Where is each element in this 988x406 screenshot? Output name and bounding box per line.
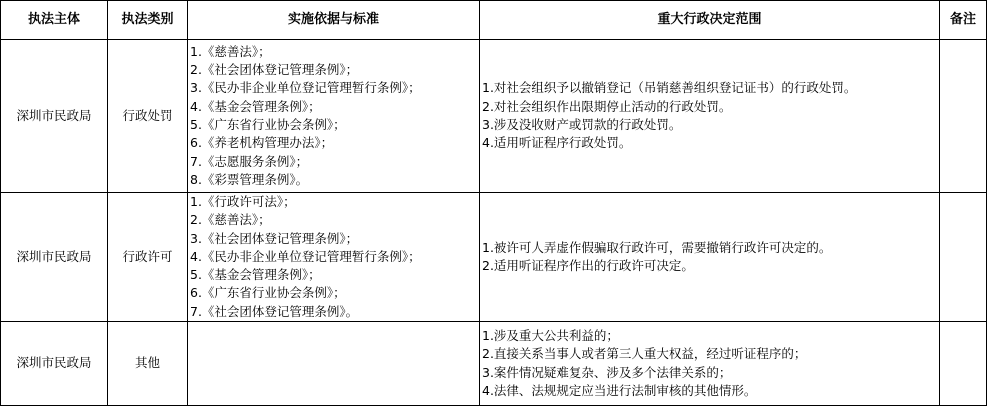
cell-subject: 深圳市民政局	[1, 193, 108, 322]
basis-item: 2.《社会团体登记管理条例》；	[190, 62, 359, 78]
scope-item: 1.对社会组织予以撤销登记（吊销慈善组织登记证书）的行政处罚。	[482, 80, 857, 96]
basis-item: 3.《民办非企业单位登记管理暂行条例》；	[190, 80, 421, 96]
basis-item: 8.《彩票管理条例》。	[190, 171, 309, 187]
cell-category: 行政许可	[108, 193, 188, 322]
cell-remark	[940, 193, 987, 322]
cell-remark	[940, 40, 987, 193]
cell-subject: 深圳市民政局	[1, 322, 108, 406]
header-scope: 重大行政决定范围	[480, 1, 940, 40]
table-row	[1, 322, 987, 406]
scope-item: 1.被许可人弄虚作假骗取行政许可，需要撤销行政许可决定的。	[482, 239, 832, 255]
basis-item: 6.《养老机构管理办法》；	[190, 135, 334, 151]
cell-basis	[188, 322, 480, 406]
cell-scope	[480, 40, 940, 193]
header-category: 执法类别	[108, 1, 188, 40]
basis-item: 2.《慈善法》；	[190, 212, 271, 228]
scope-item: 2.对社会组织作出限期停止活动的行政处罚。	[482, 98, 732, 114]
basis-item: 6.《广东省行业协会条例》；	[190, 285, 346, 301]
basis-item: 5.《基金会管理条例》；	[190, 267, 321, 283]
basis-item: 1.《行政许可法》；	[190, 194, 296, 209]
table-row	[1, 40, 987, 193]
header-basis: 实施依据与标准	[188, 1, 480, 40]
cell-basis	[188, 193, 480, 322]
basis-item: 1.《慈善法》；	[190, 43, 271, 59]
cell-subject: 深圳市民政局	[1, 40, 108, 193]
cell-basis	[188, 40, 480, 193]
scope-item: 2.直接关系当事人或者第三人重大权益，经过听证程序的；	[482, 346, 807, 362]
cell-remark	[940, 322, 987, 406]
basis-item: 5.《广东省行业协会条例》；	[190, 117, 346, 132]
scope-item: 2.适用听证程序作出的行政许可决定。	[482, 258, 694, 274]
cell-category: 行政处罚	[108, 40, 188, 193]
cell-category: 其他	[108, 322, 188, 406]
header-subject: 执法主体	[1, 1, 108, 40]
scope-item: 4.适用听证程序行政处罚。	[482, 135, 632, 151]
cell-scope	[480, 193, 940, 322]
cell-scope	[480, 322, 940, 406]
table-row	[1, 193, 987, 322]
scope-item: 1.涉及重大公共利益的；	[482, 327, 619, 343]
basis-item: 4.《民办非企业单位登记管理暂行条例》；	[190, 248, 421, 264]
basis-item: 7.《社会团体登记管理条例》。	[190, 303, 359, 319]
table-header-row	[1, 1, 987, 40]
header-remark: 备注	[940, 1, 987, 40]
scope-item: 3.案件情况疑难复杂、涉及多个法律关系的；	[482, 364, 732, 380]
basis-item: 7.《志愿服务条例》；	[190, 153, 309, 169]
basis-item: 4.《基金会管理条例》；	[190, 98, 321, 114]
basis-item: 3.《社会团体登记管理条例》；	[190, 230, 359, 246]
scope-item: 3.涉及没收财产或罚款的行政处罚。	[482, 117, 682, 132]
scope-item: 4.法律、法规规定应当进行法制审核的其他情形。	[482, 382, 757, 398]
